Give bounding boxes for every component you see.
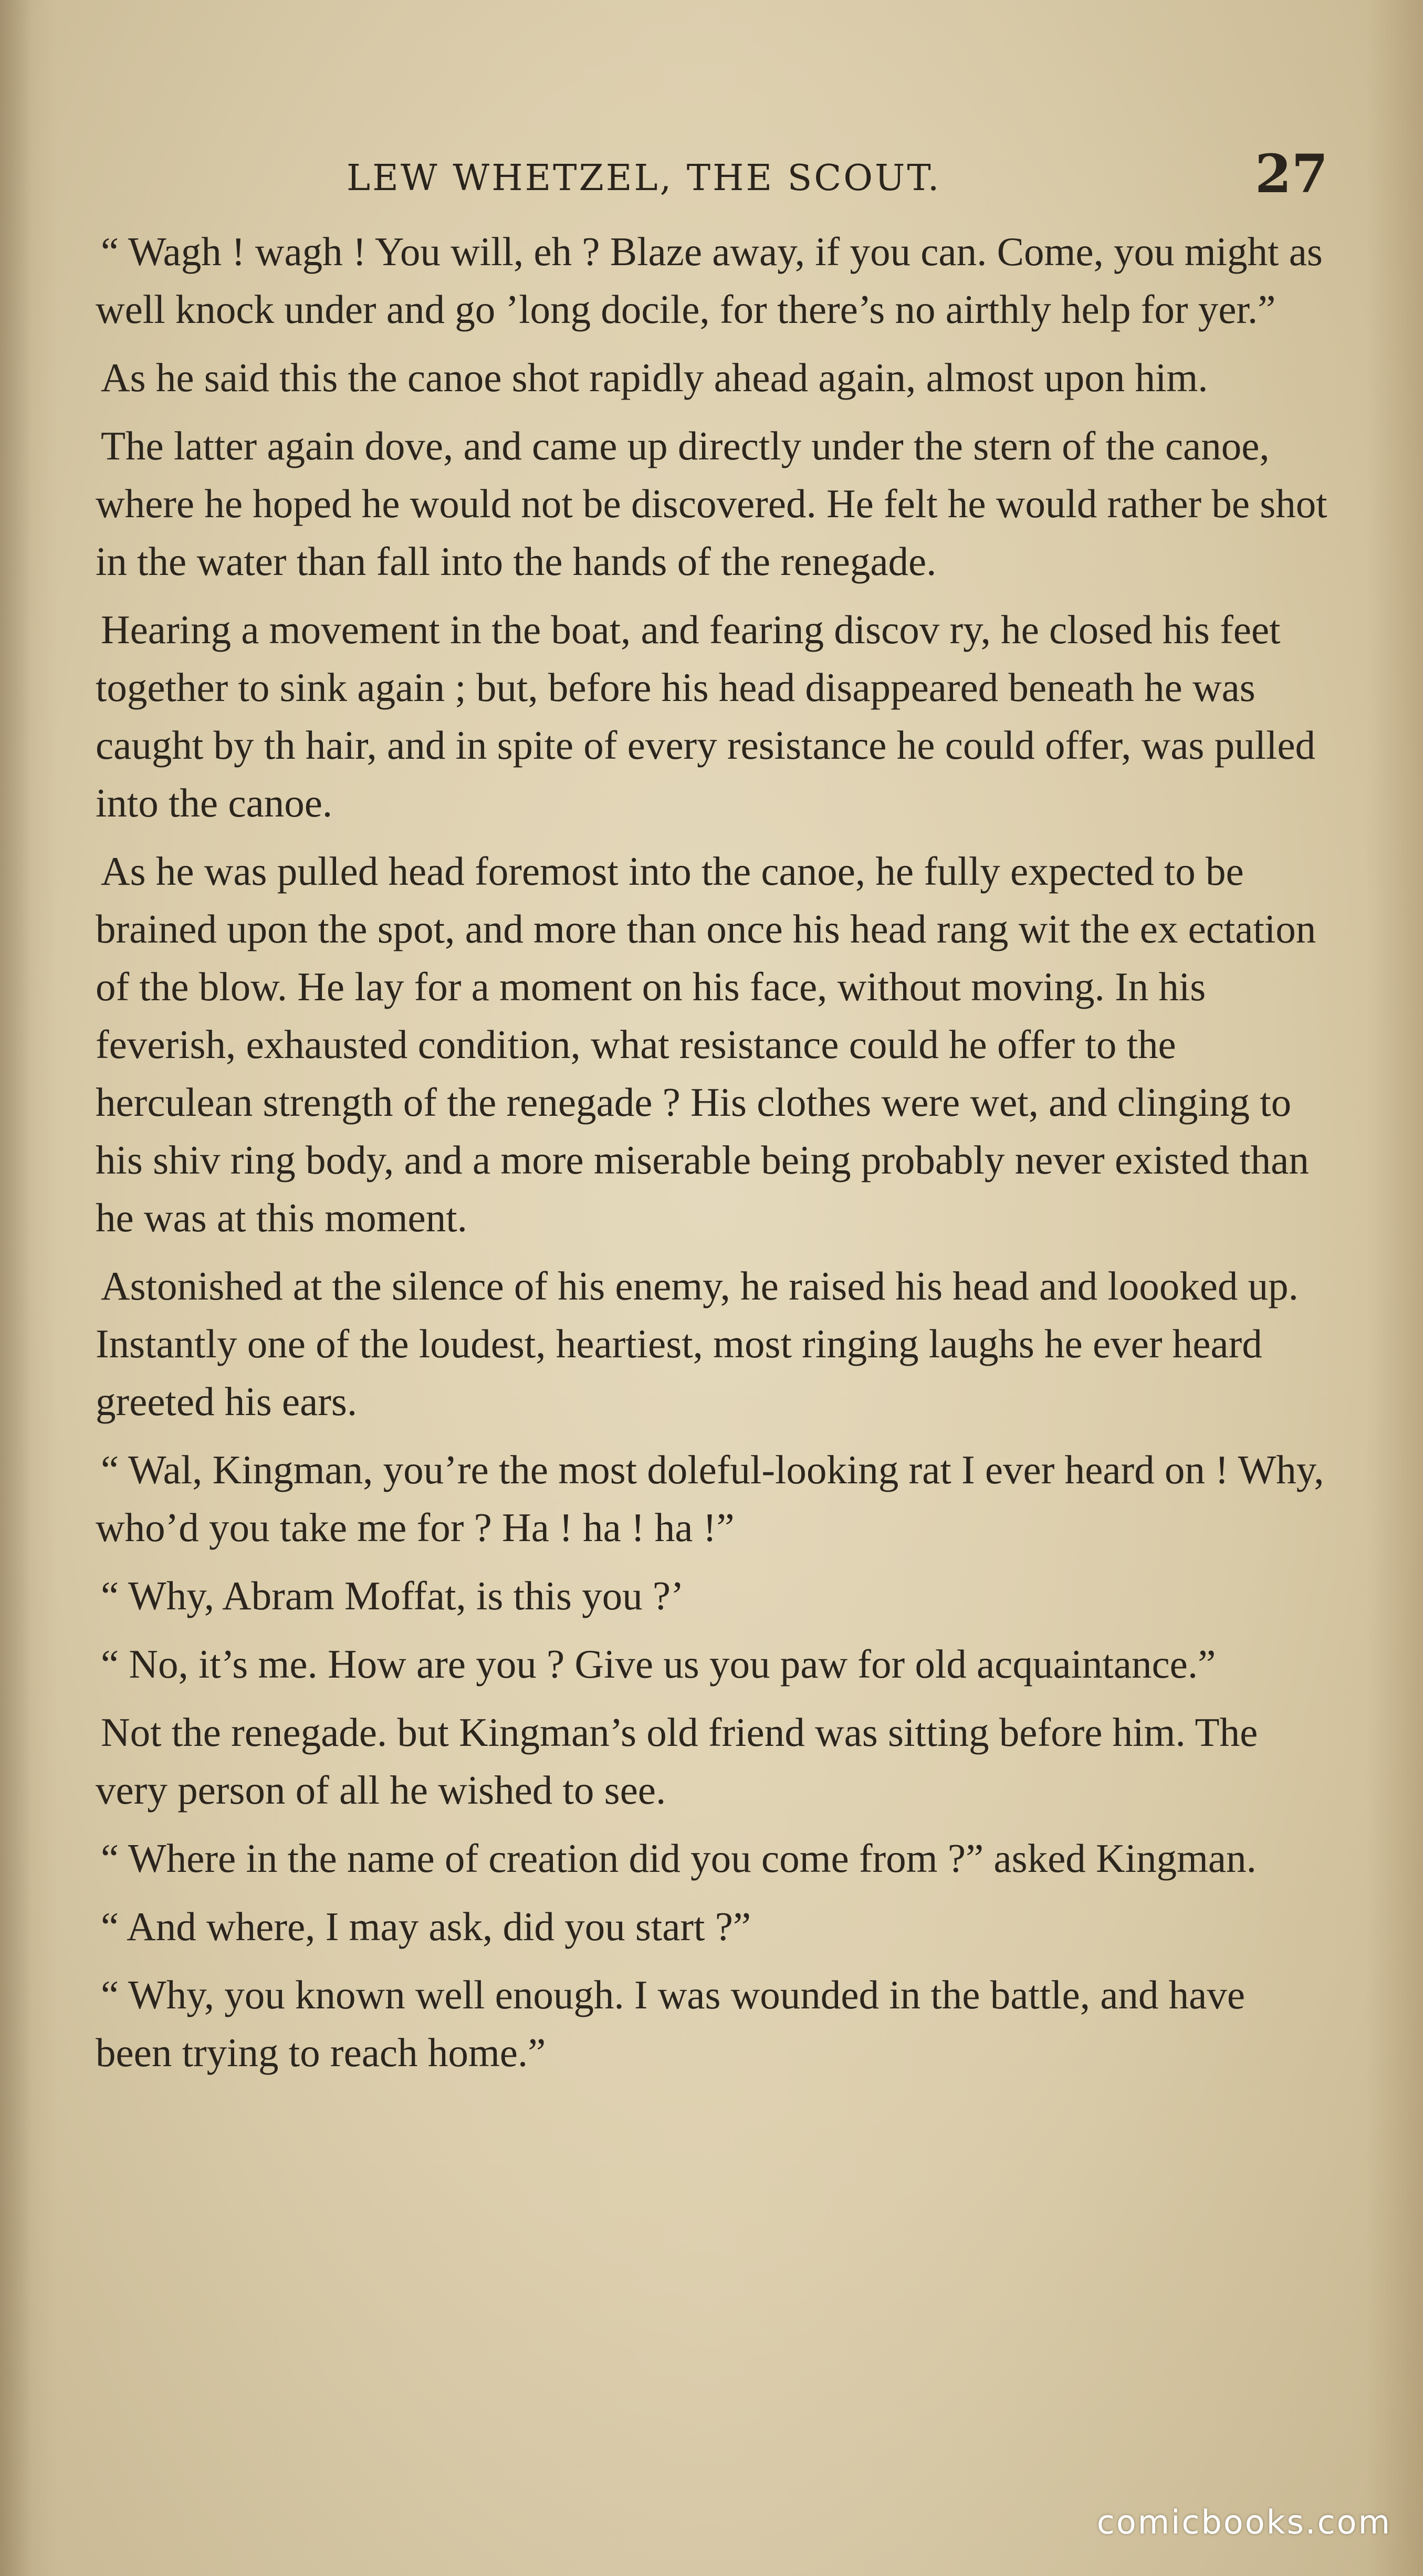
paragraph: “ Why, you known well enough. I was wounded in the battle, and have been trying to reach home.”	[96, 1972, 1246, 2075]
paragraph: “ No, it’s me. How are you ? Give us you paw for old acquaintance.”	[101, 1641, 1216, 1687]
paragraph: “ And where, I may ask, did you start ?”	[101, 1904, 751, 1949]
paragraph: “ Wagh ! wagh ! You will, eh ? Blaze away, if you can. Come, you might as well knock under and go ’long docile, for there’s no airthly help for yer.”	[96, 229, 1323, 332]
page-edge-shadow	[0, 0, 32, 2576]
page-number: 27	[1255, 143, 1328, 205]
running-title: LEW WHETZEL, THE SCOUT.	[347, 158, 941, 199]
paragraph: As he said this the canoe shot rapidly ahead again, almost upon him.	[101, 355, 1208, 400]
paragraph: “ Wal, Kingman, you’re the most doleful-looking rat I ever heard on ! Why, who’d you take me for ? Ha ! ha ! ha !”	[96, 1447, 1324, 1550]
body-text	[96, 223, 1330, 2092]
paragraph: Not the renegade. but Kingman’s old friend was sitting before him. The very person of all he wished to see.	[96, 1710, 1258, 1813]
paragraph: Hearing a movement in the boat, and fearing discov ry, he closed his feet together to sink again ; but, before his head disappeared beneath he was caught by th hair, and in spite of every resistance he could offer, was pulled into the canoe.	[96, 607, 1316, 825]
paragraph: The latter again dove, and came up directly under the stern of the canoe, where he hoped he would not be discovered. He felt he would rather be shot in the water than fall into the hands of the renegade.	[96, 423, 1327, 584]
paragraph: As he was pulled head foremost into the canoe, he fully expected to be brained upon the spot, and more than once his head rang wit the ex ectation of the blow. He lay for a moment on his face, without moving. In his feverish, exhausted condition, what resistance could he offer to the herculean strength of the renegade ? His clothes were wet, and clinging to his shiv ring body, and a more miserable being probably never existed than he was at this moment.	[96, 849, 1316, 1240]
site-watermark: comicbooks.com	[1096, 2503, 1391, 2541]
paragraph: Astonished at the silence of his enemy, he raised his head and loooked up. Instantly one of the loudest, heartiest, most ringing laughs he ever heard greeted his ears.	[96, 1263, 1299, 1424]
paragraph: “ Why, Abram Moffat, is this you ?’	[101, 1573, 684, 1618]
paragraph: “ Where in the name of creation did you come from ?” asked Kingman.	[101, 1836, 1257, 1881]
